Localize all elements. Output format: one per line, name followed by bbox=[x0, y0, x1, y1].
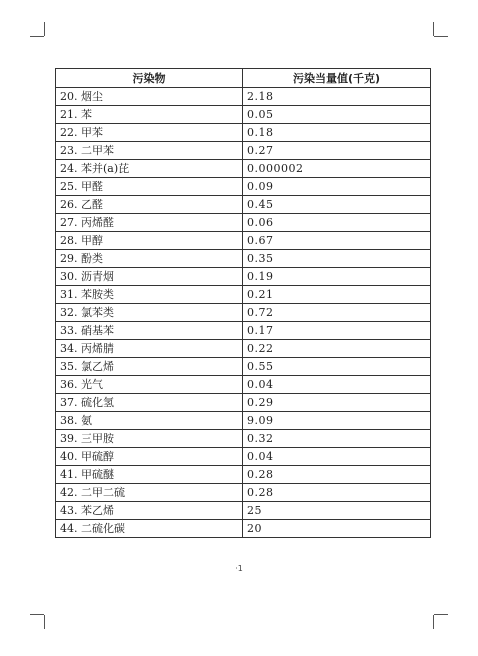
crop-mark-bottom-right-v bbox=[433, 615, 434, 629]
pollutant-name-cell: 41. 甲硫醚 bbox=[56, 466, 243, 484]
equivalent-value-cell: 0.21 bbox=[243, 286, 431, 304]
table-row bbox=[56, 412, 431, 430]
equivalent-value-cell: 25 bbox=[243, 502, 431, 520]
table-row bbox=[56, 268, 431, 286]
pollutant-name-cell: 26. 乙醛 bbox=[56, 196, 243, 214]
pollutant-name-cell: 22. 甲苯 bbox=[56, 124, 243, 142]
pollutant-name-cell: 34. 丙烯腈 bbox=[56, 340, 243, 358]
pollutant-name-cell: 25. 甲醛 bbox=[56, 178, 243, 196]
table-row bbox=[56, 178, 431, 196]
equivalent-value-cell: 0.67 bbox=[243, 232, 431, 250]
table-row bbox=[56, 430, 431, 448]
header-pollutant: 污染物 bbox=[56, 69, 243, 88]
table-row bbox=[56, 196, 431, 214]
pollutant-name-cell: 21. 苯 bbox=[56, 106, 243, 124]
crop-mark-bottom-left-v bbox=[44, 615, 45, 629]
equivalent-value-cell: 20 bbox=[243, 520, 431, 538]
table-header-row bbox=[56, 69, 431, 88]
pollutant-name-cell: 44. 二硫化碳 bbox=[56, 520, 243, 538]
equivalent-value-cell: 0.05 bbox=[243, 106, 431, 124]
table-row bbox=[56, 106, 431, 124]
table-body bbox=[56, 88, 431, 538]
pollutant-name-cell: 32. 氯苯类 bbox=[56, 304, 243, 322]
table-row bbox=[56, 484, 431, 502]
pollutant-name-cell: 27. 丙烯醛 bbox=[56, 214, 243, 232]
pollutant-name-cell: 38. 氨 bbox=[56, 412, 243, 430]
equivalent-value-cell: 0.72 bbox=[243, 304, 431, 322]
pollutant-name-cell: 23. 二甲苯 bbox=[56, 142, 243, 160]
pollutant-name-cell: 37. 硫化氢 bbox=[56, 394, 243, 412]
table-row bbox=[56, 340, 431, 358]
table-row bbox=[56, 304, 431, 322]
table-row bbox=[56, 448, 431, 466]
pollutant-name-cell: 30. 沥青烟 bbox=[56, 268, 243, 286]
equivalent-value-cell: 0.22 bbox=[243, 340, 431, 358]
equivalent-value-cell: 0.29 bbox=[243, 394, 431, 412]
table-row bbox=[56, 250, 431, 268]
pollutant-name-cell: 42. 二甲二硫 bbox=[56, 484, 243, 502]
equivalent-value-cell: 0.04 bbox=[243, 376, 431, 394]
table-row bbox=[56, 322, 431, 340]
equivalent-value-cell: 0.28 bbox=[243, 484, 431, 502]
pollutant-name-cell: 40. 甲硫醇 bbox=[56, 448, 243, 466]
table-row bbox=[56, 502, 431, 520]
page-footer-mark: ·1 bbox=[235, 564, 243, 573]
equivalent-value-cell: 0.35 bbox=[243, 250, 431, 268]
header-equivalent-value: 污染当量值(千克) bbox=[243, 69, 431, 88]
table-row bbox=[56, 466, 431, 484]
table-row bbox=[56, 376, 431, 394]
equivalent-value-cell: 9.09 bbox=[243, 412, 431, 430]
pollutant-name-cell: 28. 甲醇 bbox=[56, 232, 243, 250]
pollutant-name-cell: 24. 苯并(a)芘 bbox=[56, 160, 243, 178]
table-row bbox=[56, 160, 431, 178]
pollutant-name-cell: 39. 三甲胺 bbox=[56, 430, 243, 448]
equivalent-value-cell: 0.27 bbox=[243, 142, 431, 160]
equivalent-value-cell: 2.18 bbox=[243, 88, 431, 106]
pollutant-name-cell: 20. 烟尘 bbox=[56, 88, 243, 106]
table-row bbox=[56, 232, 431, 250]
equivalent-value-cell: 0.06 bbox=[243, 214, 431, 232]
table-row bbox=[56, 142, 431, 160]
pollutant-equivalent-table bbox=[55, 68, 431, 538]
table-row bbox=[56, 286, 431, 304]
crop-mark-top-right-v bbox=[433, 22, 434, 36]
table-row bbox=[56, 124, 431, 142]
equivalent-value-cell: 0.55 bbox=[243, 358, 431, 376]
crop-mark-bottom-left-h bbox=[30, 614, 44, 615]
equivalent-value-cell: 0.17 bbox=[243, 322, 431, 340]
equivalent-value-cell: 0.45 bbox=[243, 196, 431, 214]
equivalent-value-cell: 0.18 bbox=[243, 124, 431, 142]
pollutant-name-cell: 29. 酚类 bbox=[56, 250, 243, 268]
pollutant-name-cell: 35. 氯乙烯 bbox=[56, 358, 243, 376]
equivalent-value-cell: 0.000002 bbox=[243, 160, 431, 178]
pollutant-name-cell: 33. 硝基苯 bbox=[56, 322, 243, 340]
pollutant-name-cell: 43. 苯乙烯 bbox=[56, 502, 243, 520]
table-row bbox=[56, 88, 431, 106]
crop-mark-top-left-h bbox=[30, 36, 44, 37]
crop-mark-top-right-h bbox=[434, 36, 448, 37]
crop-mark-bottom-right-h bbox=[434, 614, 448, 615]
table-row bbox=[56, 214, 431, 232]
pollutant-name-cell: 36. 光气 bbox=[56, 376, 243, 394]
equivalent-value-cell: 0.19 bbox=[243, 268, 431, 286]
table-row bbox=[56, 520, 431, 538]
equivalent-value-cell: 0.04 bbox=[243, 448, 431, 466]
equivalent-value-cell: 0.28 bbox=[243, 466, 431, 484]
pollutant-name-cell: 31. 苯胺类 bbox=[56, 286, 243, 304]
crop-mark-top-left-v bbox=[44, 22, 45, 36]
table-row bbox=[56, 394, 431, 412]
equivalent-value-cell: 0.32 bbox=[243, 430, 431, 448]
table-row bbox=[56, 358, 431, 376]
equivalent-value-cell: 0.09 bbox=[243, 178, 431, 196]
